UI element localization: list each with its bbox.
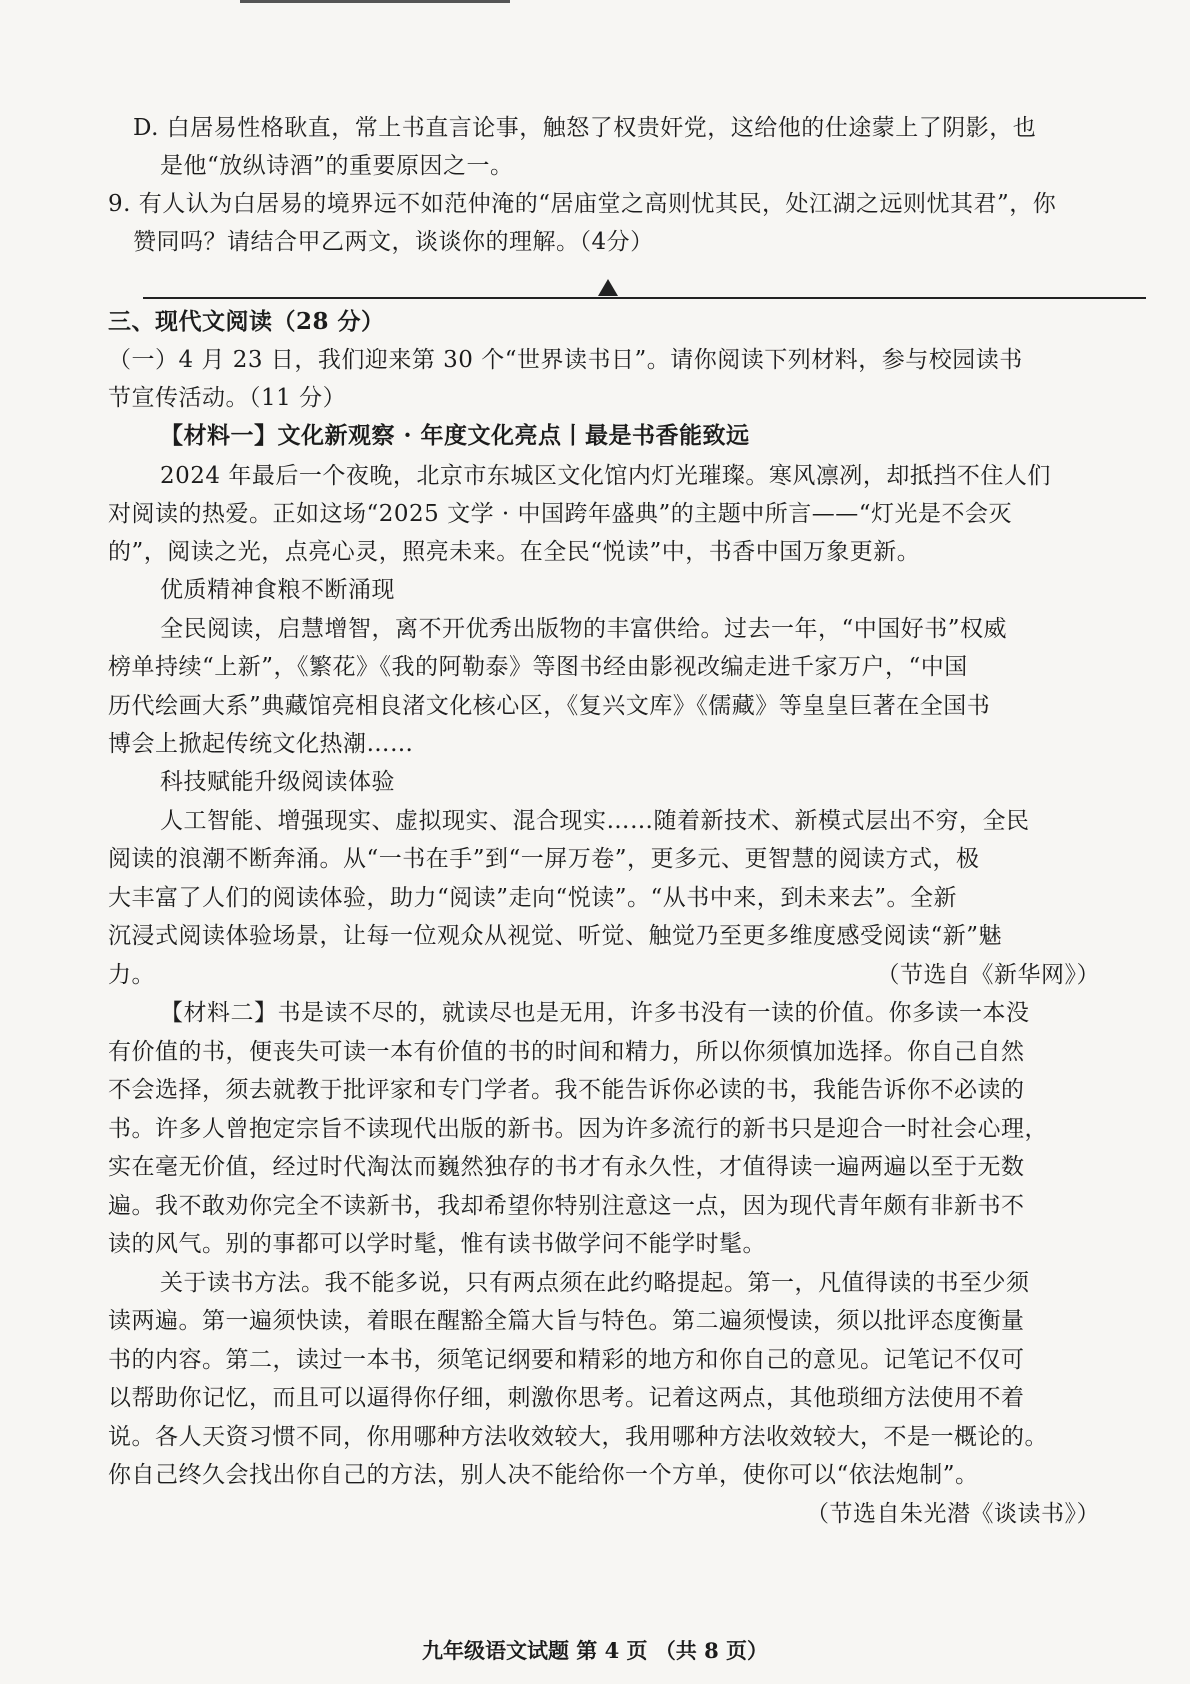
material2-p2-line1: 关于读书方法。我不能多说，只有两点须在此约略提起。第一，凡值得读的书至少须 (160, 1270, 1030, 1296)
page-footer: 九年级语文试题 第 4 页 （共 8 页） (421, 1638, 769, 1663)
material1-p2-line2: 榜单持续“上新”，《繁花》《我的阿勒泰》等图书经由影视改编走进千家万户，“中国 (108, 654, 968, 680)
answer-area-triangle-icon (598, 279, 618, 296)
section3-intro-line1: （一）4 月 23 日，我们迎来第 30 个“世界读书日”。请你阅读下列材料，参与校园读书 (108, 347, 1023, 373)
material1-p1-line1: 2024 年最后一个夜晚，北京市东城区文化馆内灯光璀璨。寒风凛冽，却抵挡不住人们 (160, 463, 1051, 489)
material1-p1-line2: 对阅读的热爱。正如这场“2025 文学 · 中国跨年盛典”的主题中所言——“灯光是不会灭 (108, 501, 1013, 527)
material1-p3-line3: 大丰富了人们的阅读体验，助力“阅读”走向“悦读”。“从书中来，到未来去”。全新 (108, 885, 958, 911)
material2-p2-line3: 书的内容。第二，读过一本书，须笔记纲要和精彩的地方和你自己的意见。记笔记不仅可 (108, 1347, 1025, 1373)
material1-p3-line2: 阅读的浪潮不断奔涌。从“一书在手”到“一屏万卷”，更多元、更智慧的阅读方式，极 (108, 846, 980, 872)
section3-title: 三、现代文阅读（28 分） (108, 308, 385, 335)
material2-p1-line2: 有价值的书，便丧失可读一本有价值的书的时间和精力，所以你须慎加选择。你自己自然 (108, 1039, 1025, 1065)
material2-source: （节选自朱光潜《谈读书》） (806, 1501, 1100, 1527)
material1-heading: 【材料一】文化新观察 · 年度文化亮点丨最是书香能致远 (160, 422, 750, 449)
material2-p2-line5: 说。各人天资习惯不同，你用哪种方法收效较大，我用哪种方法收效较大，不是一概论的。 (108, 1424, 1048, 1450)
material1-p3-line5: 力。 (108, 962, 155, 988)
material2-p1-line3: 不会选择，须去就教于批评家和专门学者。我不能告诉你必读的书，我能告诉你不必读的 (108, 1077, 1025, 1103)
q8-option-d-line1: D. 白居易性格耿直，常上书直言论事，触怒了权贵奸党，这给他的仕途蒙上了阴影，也 (133, 115, 1037, 141)
material2-p2-line6: 你自己终久会找出你自己的方法，别人决不能给你一个方单，使你可以“依法炮制”。 (108, 1462, 979, 1488)
material2-p1-line1: 【材料二】书是读不尽的，就读尽也是无用，许多书没有一读的价值。你多读一本没 (160, 1000, 1030, 1026)
material2-p1-line5: 实在毫无价值，经过时代淘汰而巍然独存的书才有永久性，才值得读一遍两遍以至于无数 (108, 1154, 1025, 1180)
material1-p3-line1: 人工智能、增强现实、虚拟现实、混合现实……随着新技术、新模式层出不穷，全民 (160, 808, 1030, 834)
material2-p2-line2: 读两遍。第一遍须快读，着眼在醒豁全篇大旨与特色。第二遍须慢读，须以批评态度衡量 (108, 1308, 1025, 1334)
material2-p1-line6: 遍。我不敢劝你完全不读新书，我却希望你特别注意这一点，因为现代青年颇有非新书不 (108, 1193, 1025, 1219)
top-rule (240, 0, 510, 3)
material1-p3-line4: 沉浸式阅读体验场景，让每一位观众从视觉、听觉、触觉乃至更多维度感受阅读“新”魅 (108, 923, 1003, 949)
section3-intro-line2: 节宣传活动。（11 分） (108, 385, 347, 411)
material1-subheading-1: 优质精神食粮不断涌现 (160, 577, 395, 603)
material1-p1-line3: 的”，阅读之光，点亮心灵，照亮未来。在全民“悦读”中，书香中国万象更新。 (108, 539, 921, 565)
material2-p2-line4: 以帮助你记忆，而且可以逼得你仔细，刺激你思考。记着这两点，其他琐细方法使用不着 (108, 1385, 1025, 1411)
material2-p1-line7: 读的风气。别的事都可以学时髦，惟有读书做学问不能学时髦。 (108, 1231, 766, 1257)
answer-area-divider (143, 297, 1146, 299)
material1-p2-line1: 全民阅读，启慧增智，离不开优秀出版物的丰富供给。过去一年，“中国好书”权威 (160, 616, 1008, 642)
q9-line1: 9. 有人认为白居易的境界远不如范仲淹的“居庙堂之高则忧其民，处江湖之远则忧其君”，你 (108, 191, 1057, 217)
material1-p2-line4: 博会上掀起传统文化热潮…… (108, 731, 414, 757)
material1-p2-line3: 历代绘画大系”典藏馆亮相良渚文化核心区，《复兴文库》《儒藏》等皇皇巨著在全国书 (108, 693, 991, 719)
material2-p1-line4: 书。许多人曾抱定宗旨不读现代出版的新书。因为许多流行的新书只是迎合一时社会心理， (108, 1116, 1048, 1142)
q8-option-d-line2: 是他“放纵诗酒”的重要原因之一。 (160, 153, 514, 179)
q9-line2: 赞同吗？请结合甲乙两文，谈谈你的理解。（4分） (133, 229, 654, 255)
material1-source: （节选自《新华网》） (876, 962, 1100, 988)
material1-subheading-2: 科技赋能升级阅读体验 (160, 769, 395, 795)
